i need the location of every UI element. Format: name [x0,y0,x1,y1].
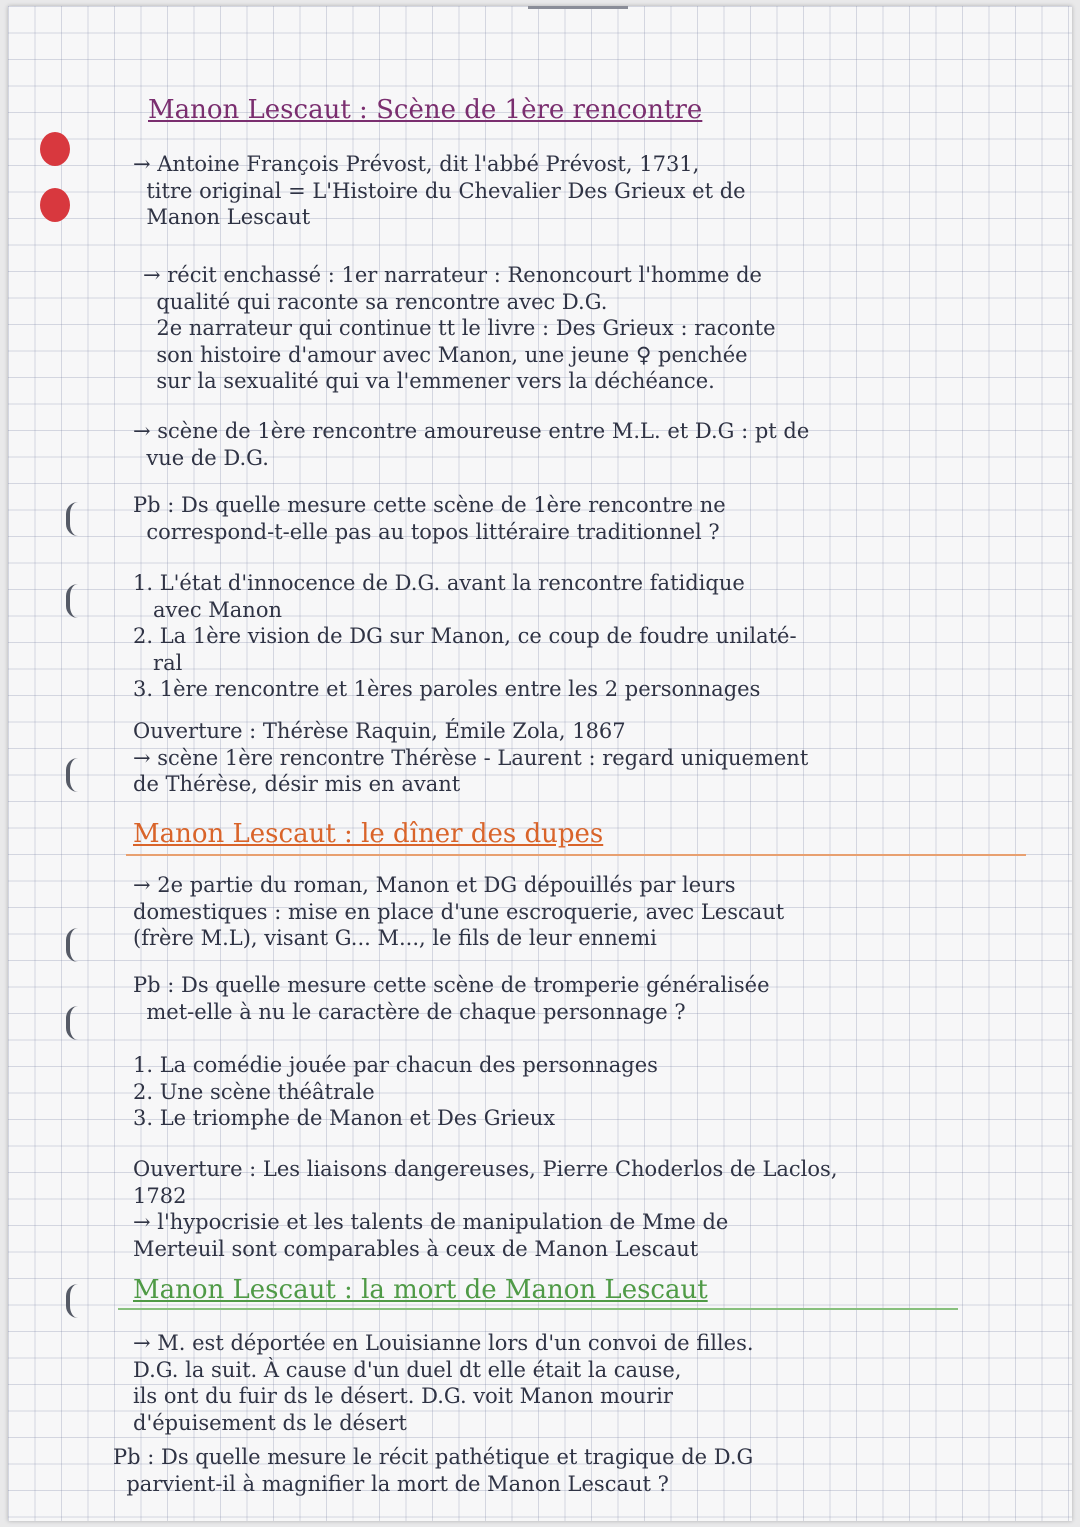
section2-divider [126,854,1026,856]
section2-ouverture: Ouverture : Les liaisons dangereuses, Pierre Choderlos de Laclos, 1782 → l'hypocrisie et les talents de manipulation de Mme de Merteuil sont comparables à ceux de Manon Lescaut [133,1157,838,1261]
section2-problematique: Pb : Ds quelle mesure cette scène de tromperie généralisée met-elle à nu le caractère de chaque personnage ? [133,973,770,1024]
binder-ring [66,1006,86,1040]
section2-intro: → 2e partie du roman, Manon et DG dépouillés par leurs domestiques : mise en place d'une escroquerie, avec Lescaut (frère M.L), visant G... M..., le fils de leur ennemi [133,873,785,950]
section1-plan: 1. L'état d'innocence de D.G. avant la rencontre fatidique avec Manon 2. La 1ère vision de DG sur Manon, ce coup de foudre unilaté- ral 3. 1ère rencontre et 1ères paroles entre les 2 personnages [133,571,797,701]
section1-intro: → Antoine François Prévost, dit l'abbé Prévost, 1731, titre original = L'Histoire du Chevalier Des Grieux et de Manon Lescaut [133,152,746,229]
section3-problematique: Pb : Ds quelle mesure le récit pathétique et tragique de D.G parvient-il à magnifier la mort de Manon Lescaut ? [113,1445,754,1496]
binder-ring [66,1284,86,1318]
binder-ring [66,758,86,792]
section1-title: Manon Lescaut : Scène de 1ère rencontre [148,95,703,125]
page-edge [528,6,628,9]
section1-ouverture: Ouverture : Thérèse Raquin, Émile Zola, 1867 → scène 1ère rencontre Thérèse - Laurent : regard uniquement de Thérèse, désir mis en avant [133,719,809,796]
section1-scene: → scène de 1ère rencontre amoureuse entre M.L. et D.G : pt de vue de D.G. [133,419,810,470]
section1-recit: → récit enchassé : 1er narrateur : Renoncourt l'homme de qualité qui raconte sa rencontre avec D.G. 2e narrateur qui continue tt le livre : Des Grieux : raconte son histoire d'amour avec Manon, une jeune ♀ penchée sur la sexualité qui va l'emmener vers la déchéance. [143,263,776,393]
section2-plan: 1. La comédie jouée par chacun des personnages 2. Une scène théâtrale 3. Le triomphe de Manon et Des Grieux [133,1053,658,1130]
binder-ring [66,928,86,962]
binder-hole-top [40,132,70,166]
notebook-page [8,6,1072,1521]
binder-ring [66,584,86,618]
section2-title: Manon Lescaut : le dîner des dupes [133,819,604,849]
section1-problematique: Pb : Ds quelle mesure cette scène de 1ère rencontre ne correspond-t-elle pas au topos littéraire traditionnel ? [133,493,726,544]
section3-divider [118,1308,958,1310]
section3-title: Manon Lescaut : la mort de Manon Lescaut [133,1275,708,1305]
binder-hole-second [40,188,70,222]
binder-ring [66,502,86,536]
section3-intro: → M. est déportée en Louisianne lors d'un convoi de filles. D.G. la suit. À cause d'un duel dt elle était la cause, ils ont du fuir ds le désert. D.G. voit Manon mourir d'épuisement ds le désert [133,1331,754,1435]
